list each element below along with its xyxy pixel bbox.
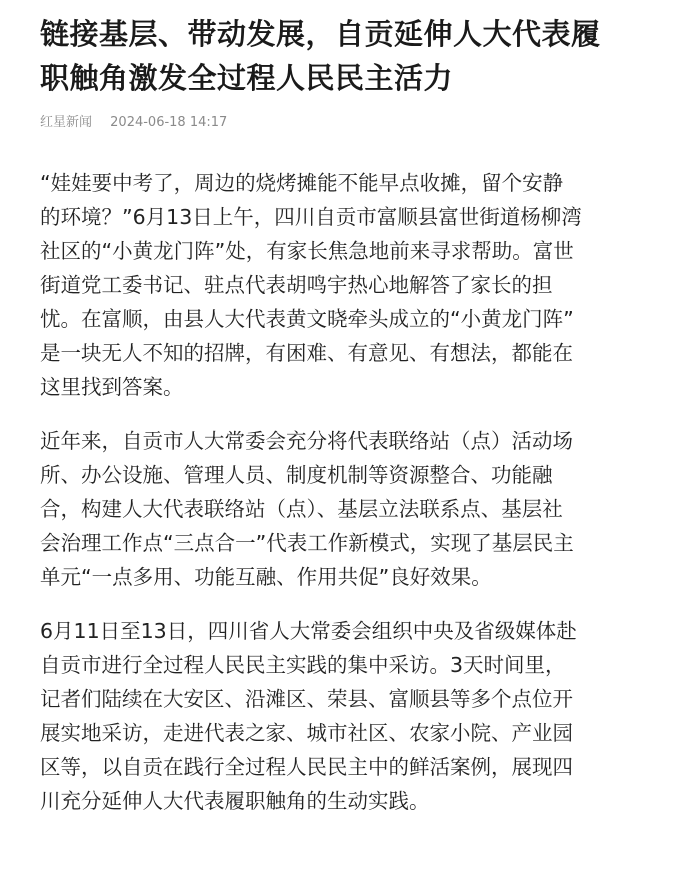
article-body [40,166,648,818]
paragraph [40,166,648,404]
paragraph-line: 展实地采访，走进代表之家、城市社区、农家小院、产业园 [40,721,573,745]
paragraph-line: 记者们陆续在大安区、沿滩区、荣县、富顺县等多个点位开 [40,687,573,711]
paragraph-line: 街道党工委书记、驻点代表胡鸣宇热心地解答了家长的担 [40,273,553,297]
paragraph-line: 自贡市进行全过程人民民主实践的集中采访。3天时间里， [40,653,566,677]
article-meta [40,114,648,132]
article [40,0,648,838]
title-line: 职触角激发全过程人民民主活力 [40,61,454,95]
paragraph-line: 6月11日至13日，四川省人大常委会组织中央及省级媒体赴 [40,619,577,643]
title-line: 链接基层、带动发展，自贡延伸人大代表履 [40,17,601,51]
paragraph-line: 忧。在富顺，由县人大代表黄文晓牵头成立的“小黄龙门阵” [40,307,574,331]
paragraph [40,424,648,594]
publish-date: 2024-06-18 14:17 [110,115,228,130]
paragraph-line: 社区的“小黄龙门阵”处，有家长焦急地前来寻求帮助。富世 [40,239,574,263]
paragraph-line: 会治理工作点“三点合一”代表工作新模式，实现了基层民主 [40,531,574,555]
paragraph-line: 川充分延伸人大代表履职触角的生动实践。 [40,789,430,813]
paragraph [40,614,648,818]
source-label[interactable]: 红星新闻 [40,115,93,130]
paragraph-line: 这里找到答案。 [40,375,184,399]
paragraph-line: 所、办公设施、管理人员、制度机制等资源整合、功能融 [40,463,553,487]
paragraph-line: 合，构建人大代表联络站（点）、基层立法联系点、基层社 [40,497,563,521]
paragraph-line: 是一块无人不知的招牌，有困难、有意见、有想法，都能在 [40,341,573,365]
paragraph-line: 近年来，自贡市人大常委会充分将代表联络站（点）活动场 [40,429,573,453]
paragraph-line: 的环境？”6月13日上午，四川自贡市富顺县富世街道杨柳湾 [40,205,582,229]
paragraph-line: 区等，以自贡在践行全过程人民民主中的鲜活案例，展现四 [40,755,573,779]
paragraph-line: 单元“一点多用、功能互融、作用共促”良好效果。 [40,565,492,589]
paragraph-line: “娃娃要中考了，周边的烧烤摊能不能早点收摊，留个安静 [40,171,564,195]
article-title [40,0,648,100]
